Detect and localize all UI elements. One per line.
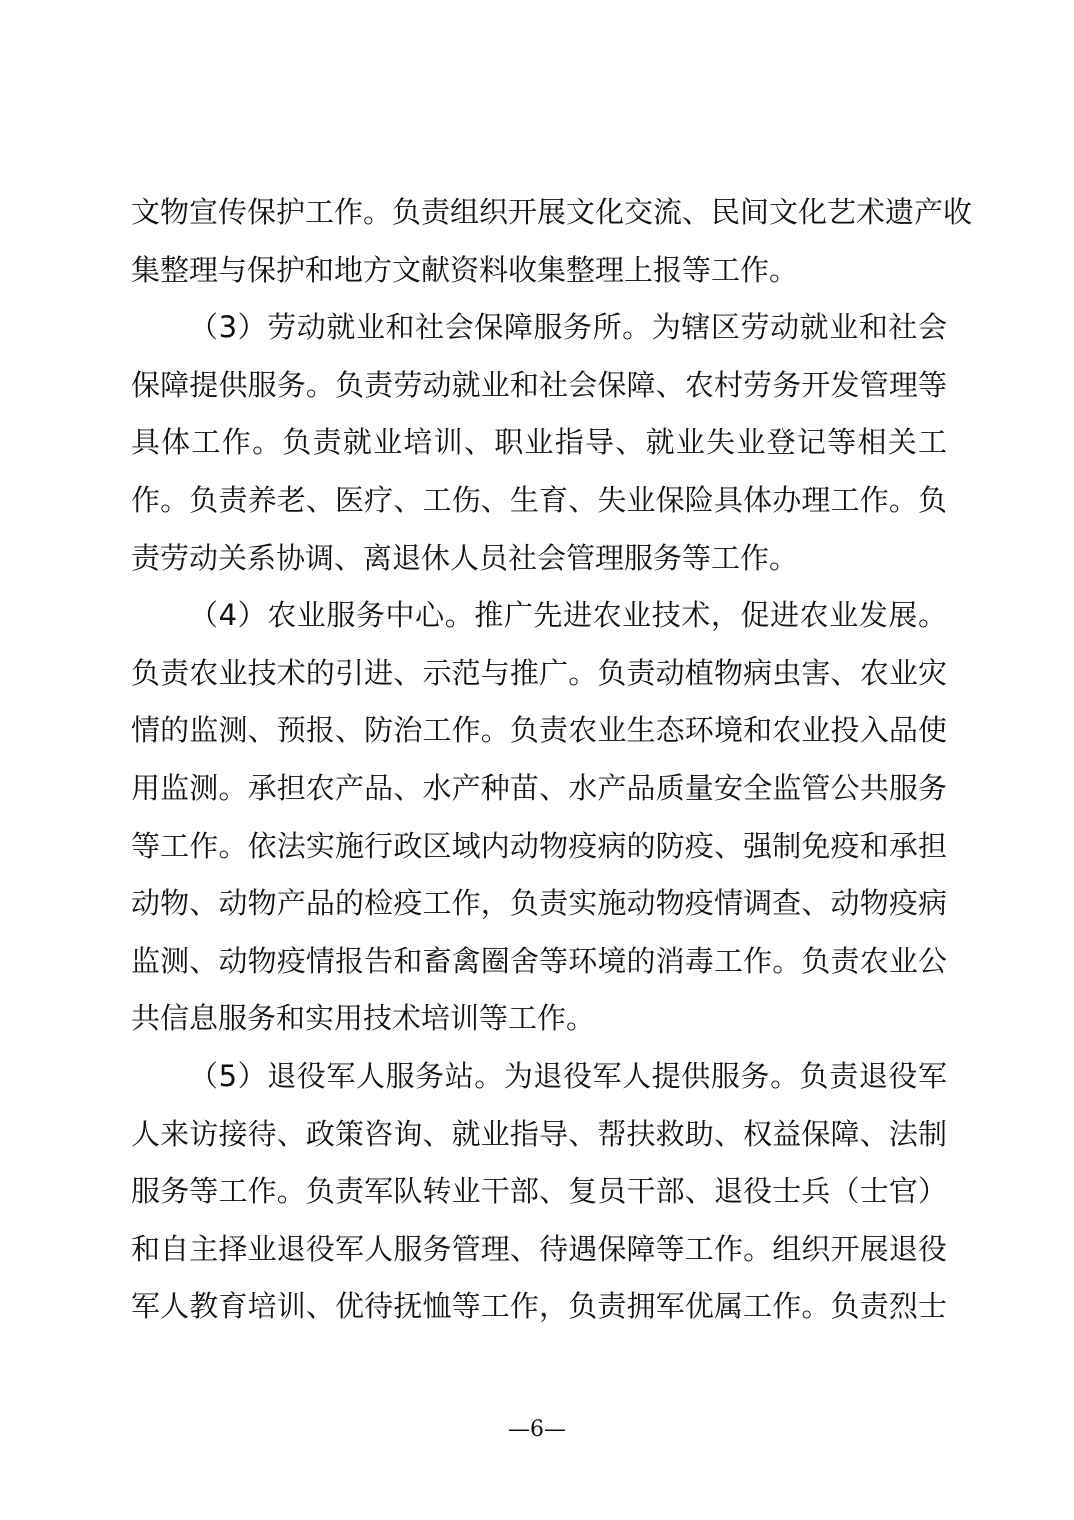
text-line <box>131 184 973 242</box>
text-line-content: 等工作。依法实施行政区域内动物疫病的防疫、强制免疫和承担 <box>131 828 948 863</box>
text-line <box>131 357 947 415</box>
text-line-content: 责劳动关系协调、离退休人员社会管理服务等工作。 <box>131 540 799 575</box>
paragraph-labor-employment <box>131 299 947 587</box>
text-line-content: 用监测。承担农产品、水产种苗、水产品质量安全监管公共服务 <box>131 770 948 805</box>
text-line-content: 和自主择业退役军人服务管理、待遇保障等工作。组织开展退役 <box>131 1231 948 1266</box>
text-line-content: 人来访接待、政策咨询、就业指导、帮扶救助、权益保障、法制 <box>131 1116 948 1151</box>
text-line-content: 文物宣传保护工作。负责组织开展文化交流、民间文化艺术遗产收 <box>131 195 973 229</box>
text-line <box>131 875 947 933</box>
text-line-content: 服务等工作。负责军队转业干部、复员干部、退役士兵（士官） <box>131 1174 948 1209</box>
text-line-content: （5）退役军人服务站。为退役军人提供服务。负责退役军 <box>189 1058 948 1093</box>
text-line-content: （3）劳动就业和社会保障服务所。为辖区劳动就业和社会 <box>189 310 948 345</box>
text-line-content: 具体工作。负责就业培训、职业指导、就业失业登记等相关工 <box>131 425 949 460</box>
text-line <box>131 414 947 472</box>
paragraph-veterans-service <box>131 1048 947 1336</box>
paragraph-cultural-relics <box>131 184 973 299</box>
text-line-content: （4）农业服务中心。推广先进农业技术，促进农业发展。 <box>189 598 948 633</box>
text-line <box>131 587 947 645</box>
text-line <box>131 990 947 1048</box>
text-line <box>131 933 947 991</box>
text-line <box>131 1278 947 1336</box>
text-line <box>131 702 947 760</box>
text-line-content: 监测、动物疫情报告和畜禽圈舍等环境的消毒工作。负责农业公 <box>131 943 948 978</box>
text-line-content: 作。负责养老、医疗、工伤、生育、失业保险具体办理工作。负 <box>131 482 948 517</box>
text-line <box>131 299 947 357</box>
text-line-content: 动物、动物产品的检疫工作，负责实施动物疫情调查、动物疫病 <box>131 886 948 921</box>
text-line <box>131 530 947 588</box>
text-line <box>131 1221 947 1279</box>
text-line <box>131 760 947 818</box>
text-line <box>131 242 947 300</box>
text-line-content: 共信息服务和实用技术培训等工作。 <box>131 1001 596 1036</box>
text-line-content: 负责农业技术的引进、示范与推广。负责动植物病虫害、农业灾 <box>131 655 948 690</box>
text-line <box>131 818 947 876</box>
text-line-content: 集整理与保护和地方文献资料收集整理上报等工作。 <box>131 252 799 287</box>
text-line <box>131 1048 947 1106</box>
text-line-content: 保障提供服务。负责劳动就业和社会保障、农村劳务开发管理等 <box>131 367 948 402</box>
text-line <box>131 1163 947 1221</box>
paragraph-agricultural-service <box>131 587 947 1048</box>
text-line <box>131 645 947 703</box>
text-line <box>131 1106 947 1164</box>
page-number: —6— <box>508 1417 566 1442</box>
text-line-content: 情的监测、预报、防治工作。负责农业生态环境和农业投入品使 <box>131 713 948 748</box>
text-line <box>131 472 947 530</box>
text-line-content: 军人教育培训、优待抚恤等工作，负责拥军优属工作。负责烈士 <box>131 1289 948 1324</box>
body-text <box>131 184 973 1336</box>
